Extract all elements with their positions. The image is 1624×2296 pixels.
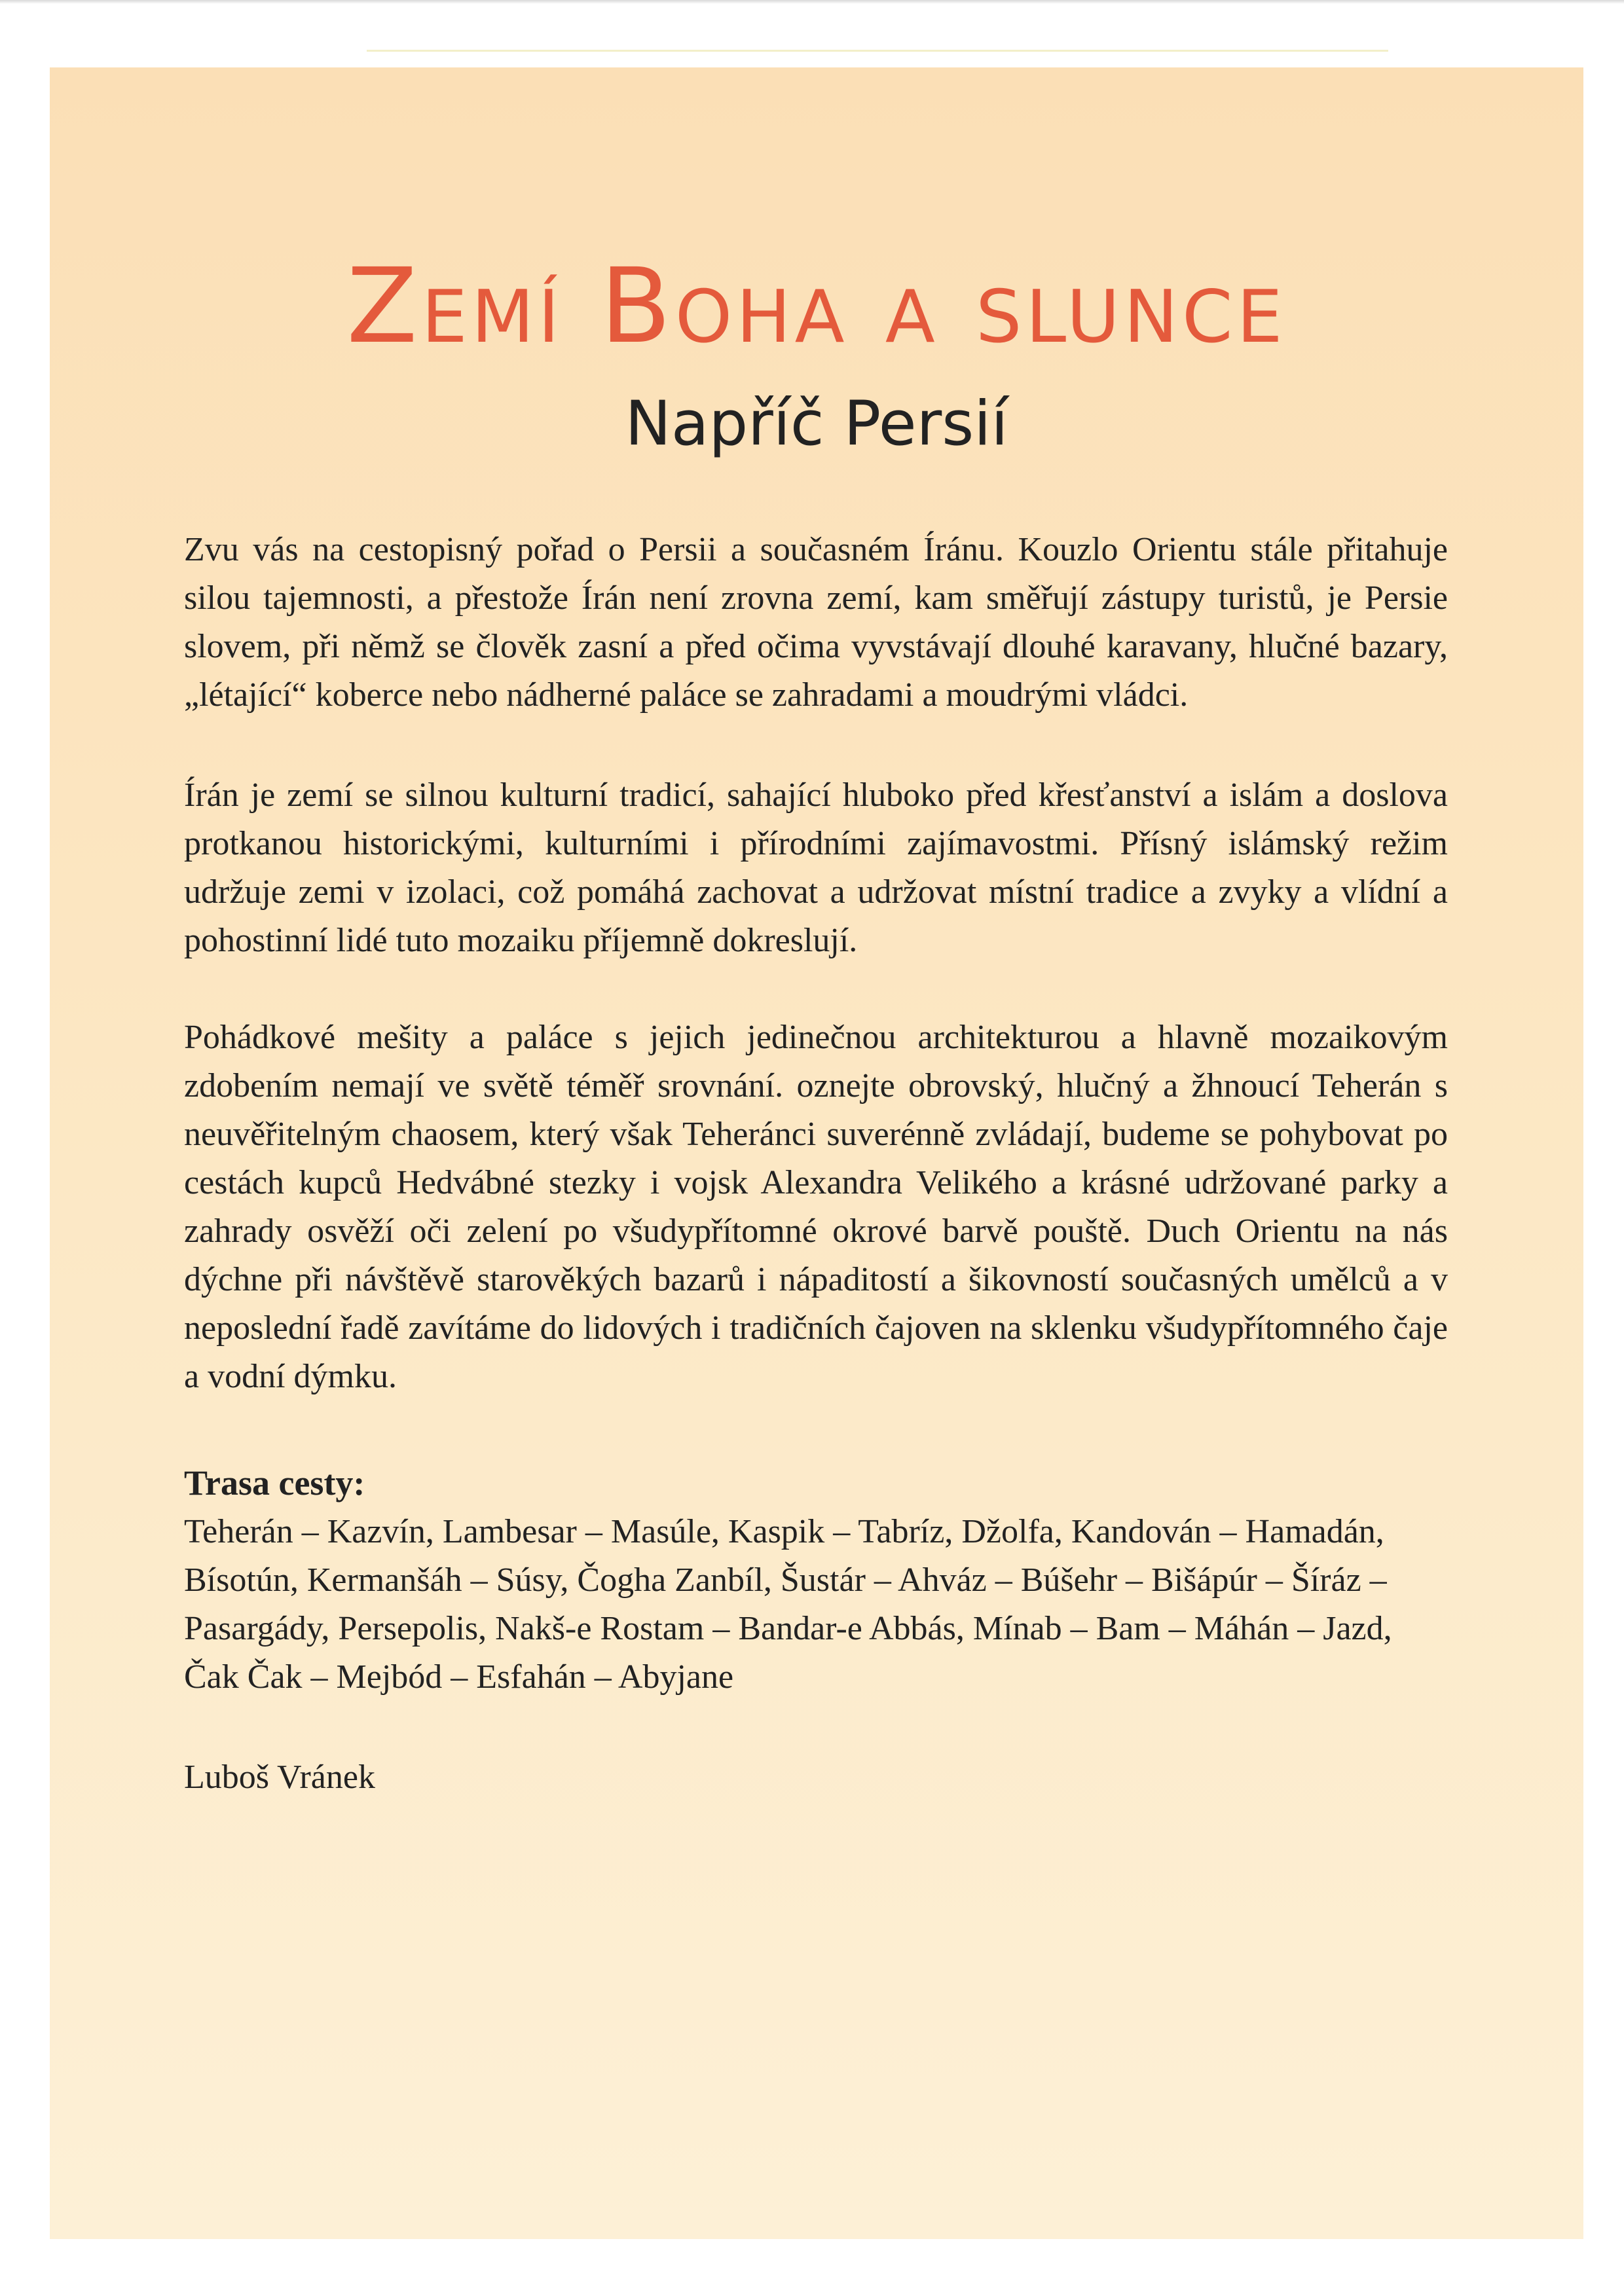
route-list: Teherán – Kazvín, Lambesar – Masúle, Kaspik – Tabríz, Džolfa, Kandován – Hamadán, Bísotún, Kermanšáh – Súsy, Čogha Zanbíl, Šustár – Ahváz – Búšehr – Bišápúr – Šíráz – Pasargády, Persepolis, Nakš-e Rostam – Bandar-e Abbás, Mínab – Bam – Máhán – Jazd, Čak Čak – Mejbód – Esfahán – Abyjane xyxy=(184,1513,1392,1696)
route-heading: Trasa cesty: xyxy=(184,1463,365,1503)
scan-artifact-line xyxy=(367,50,1388,52)
culture-paragraph: Írán je zemí se silnou kulturní tradicí, sahající hluboko před křesťanství a islám a doslova protkanou historickými, kulturními i přírodními zajímavostmi. Přísný islámský režim udržuje zemi v izolaci, což pomáhá zachovat a udržovat místní tradice a zvyky a vlídní a pohostinní lidé tuto mozaiku příjemně dokreslují. xyxy=(184,776,1448,959)
intro-paragraph: Zvu vás na cestopisný pořad o Persii a současném Íránu. Kouzlo Orientu stále přitahuje silou tajemnosti, a přestože Írán není zrovna zemí, kam směřují zástupy turistů, je Persie slovem, při němž se člověk zasní a před očima vyvstávají dlouhé karavany, hlučné bazary, „létající“ koberce nebo nádherné paláce se zahradami a moudrými vládci. xyxy=(184,531,1448,714)
flyer-subtitle: Napříč Persií xyxy=(625,388,1008,460)
sights-paragraph: Pohádkové mešity a paláce s jejich jedinečnou architekturou a hlavně mozaikovým zdobením nemají ve světě téměř srovnání. oznejte obrovský, hlučný a žhnoucí Teherán s neuvěřitelným chaosem, který však Teheránci suverénně zvládají, budeme se pohybovat po cestách kupců Hedvábné stezky i vojsk Alexandra Velikého a krásné udržované parky a zahrady osvěží oči zelení po všudypřítomné okrové barvě pouště. Duch Orientu na nás dýchne při návštěvě starověkých bazarů i nápaditostí a šikovností současných umělců a v neposlední řadě zavítáme do lidových i tradičních čajoven na sklenku všudypřítomného čaje a vodní dýmku. xyxy=(184,1019,1448,1395)
flyer-sheet xyxy=(50,67,1583,2239)
scan-edge xyxy=(0,0,1624,4)
author-signature: Luboš Vránek xyxy=(184,1758,375,1796)
flyer-title: Zemí Boha a slunce xyxy=(346,246,1287,367)
